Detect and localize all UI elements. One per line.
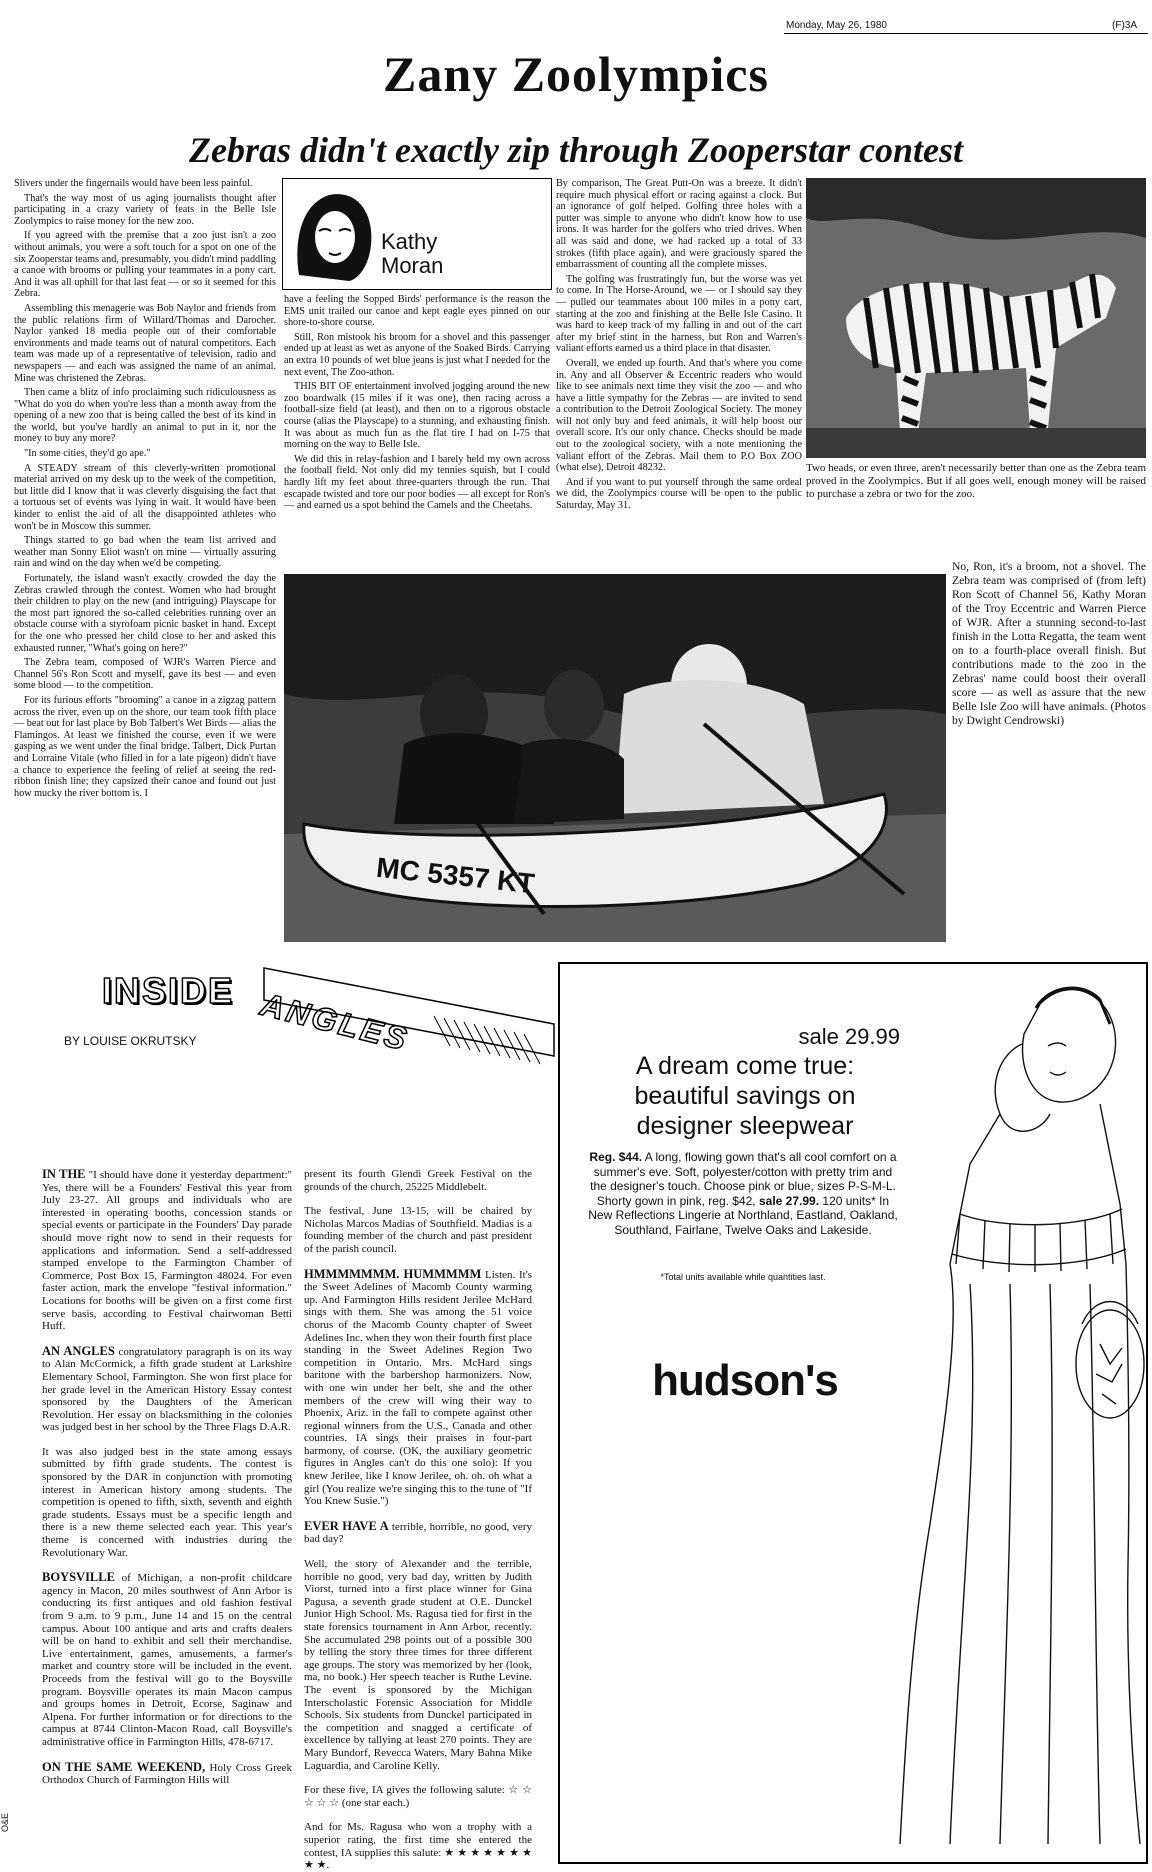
item-text: terrible, horrible, no good, very bad day?: [304, 1520, 532, 1546]
paragraph: That's the way most of us aging journalists thought after participating in a crazy variety of feats in the Belle Isle Zoolympics to raise money for the new zoo.: [14, 192, 276, 227]
ad-footnote: *Total units available while quantities last.: [660, 1272, 826, 1282]
item-text: The festival, June 13-15, will be chaired by Nicholas Marcos Madias of Southfield. Madias is a founding member of the church and past president of the parish council.: [304, 1205, 532, 1255]
header-rule: [784, 33, 1148, 34]
item-lead: IN THE: [42, 1167, 86, 1181]
item-lead: BOYSVILLE: [42, 1570, 115, 1585]
paragraph: We did this in relay-fashion and I barely held my own across the football field. Not only did my tennies squish, but I could hardly lift my feet about three-quarters through the run. That escapade twisted and tore our poor bodies — all except for Ron's — and earned us a spot behind the Camels and the Cheetahs.: [284, 453, 550, 512]
zebra-photo: [806, 178, 1146, 458]
story-column-3: [556, 178, 802, 570]
paragraph: Fortunately, the island wasn't exactly crowded the day the Zebras crawled through the contest. Women who had brought their children to play on the new (and intriguing) Playscape for the most part ignored the so-called celebrities running over an obstacle course with a styrofoam picnic basket in hand. Except for the one who pressed her child close to her and asked this exhausted runner, "What's going on here?": [14, 573, 276, 654]
issue-date: Monday, May 26, 1980: [786, 20, 887, 31]
item-text: congratulatory paragraph is on its way to Alan McCormick, a fifth grade student at Larkshire Elementary School, Farmington. She won first place for her grade level in the American History Essay contest sponsored by the Daughters of the American Revolution. Her essay on blacksmithing in the colonies was judged best in her school by the Three Flags D.A.R.: [42, 1345, 292, 1434]
paragraph: The Zebra team, composed of WJR's Warren Pierce and Channel 56's Ron Scott and myself, gave its best — and even some blood — to the competition.: [14, 657, 276, 692]
ad-body-tail: 120 units* In New Reflections Lingerie at Northland, Eastland, Oakland, Southland, Fairlane, Twelve Oaks and Lakeside.: [588, 1193, 898, 1237]
paragraph: Overall, we ended up fourth. And that's where you come in. Any and all Observer & Eccentric readers who would like to see animals next time they visit the zoo — and who have a little sympathy for the Zebras — are invited to send a contribution to the Detroit Zoological Society. The money will not only buy and feed animals, it will help boost our overall score. It's our only chance. Checks should be made out to the zoological society, with a note mentioning the valiant effort of the Zebras. Mail them to P.O Box ZOO (what else), Detroit 48232.: [556, 357, 802, 474]
item: [304, 1268, 532, 1508]
item: [42, 1571, 292, 1748]
item-text: For these five, IA gives the following salute: ☆ ☆ ☆ ☆ ☆ (one star each.): [304, 1784, 532, 1809]
item-text: present its fourth Glendi Greek Festival on the grounds of the church, 25225 Middlebelt.: [304, 1168, 532, 1193]
story-column-2: [284, 294, 550, 564]
canoe-photo: [284, 574, 946, 942]
item: [304, 1205, 532, 1255]
item: [304, 1520, 532, 1546]
byline-first-name: Kathy: [381, 229, 438, 254]
hudsons-ad: [558, 962, 1148, 1864]
logo-angles: ANGLES: [257, 986, 413, 1058]
story-title: Zany Zoolympics: [383, 46, 769, 102]
inside-angles-header: [14, 960, 554, 1070]
paragraph: Assembling this menagerie was Bob Naylor and friends from the public relations firm of Willard/Thomas and Darocher. Naylor yanked 18 media people out of their comfortable environments and made teams out of natural competitors. Each team was made up of a representative of television, radio and newspapers — and each was assigned the name of an animal. Mine was christened the Zebras.: [14, 302, 276, 384]
inside-angles-byline: BY LOUISE OKRUTSKY: [64, 1034, 197, 1048]
ad-body: [584, 1150, 902, 1237]
item-text: It was also judged best in the state among essays submitted by fifth grade students. The contest is sponsored by the DAR in conjunction with promoting interest in American history among students. The competition is opened to fifth, sixth, seventh and eighth grade students. Essays must be a specific length and there is a new theme selected each year. This year's theme is concerned with industries during the Revolutionary War.: [42, 1445, 292, 1559]
paragraph: If you agreed with the premise that a zoo just isn't a zoo without animals, you were a soft touch for a spot on one of the six Zooperstar teams and, presumably, you didn't mind paddling a canoe with brooms or pulling your teammates in a pony cart. And it was all uphill for that last feat — or so it seemed for this Zebra.: [14, 230, 276, 300]
ad-body-sale: sale 27.99.: [758, 1193, 820, 1208]
story-column-1: [14, 178, 276, 938]
zebra-photo-caption: Two heads, or even three, aren't necessarily better than one as the Zebra team proved in the Zoolympics. But if all goes well, enough money will be raised to purchase a zebra or two for the zoo.: [806, 462, 1146, 500]
ad-body-reg: Reg. $44.: [589, 1150, 643, 1164]
ad-headline-3: designer sleepwear: [636, 1112, 854, 1140]
paragraph: Slivers under the fingernails would have been less painful.: [14, 178, 253, 189]
item-text: Holy Cross Greek Orthodox Church of Farmington Hills will: [42, 1761, 293, 1787]
item-text: "I should have done it yesterday department:" Yes, there will be a Founders' Festival this year from July 23-27. All groups and individuals who are interested in operating booths, concession stands or special events or participate in the Founders' Day parade should move right now to send in their requests for applications and information. Send a self-addressed stamped envelope to the Farmington Chamber of Commerce, Post Box 15, Farmington 48024. For even faster action, mark the envelope "festival information." Locations for booths will be given on a first come first serve basis, according to Festival chairwoman Betti Huff.: [42, 1169, 292, 1333]
paragraph: A STEADY stream of this cleverly-written promotional material arrived on my desk up to the week of the competition, but little did I know that it was cleverly disguising the fact that a tortuous set of events was lying in wait. It would have been kinder to enlist the aid of all the disappointed athletes who won't be in Moscow this summer.: [14, 462, 276, 532]
canoe-photo-caption: No, Ron, it's a broom, not a shovel. The Zebra team was comprised of (from left) Ron Scott of Channel 56, Kathy Moran of the Troy Eccentric and Warren Pierce of WJR. After a stunning second-to-last finish in the Lotta Regatta, the team went on to a fourth-place overall finish. But contributions made to the zoo in the Zebras' name could boost their overall score — as well as assure that the new Belle Isle Zoo will have animals. (Photos by Dwight Cendrowski): [952, 560, 1146, 727]
item-text: Well, the story of Alexander and the terrible, horrible no good, very bad day, written by Judith Viorst, turned into a first place winner for Gina Pagusa, a seventh grade student at O.E. Dunckel Junior High School. Ms. Ragusa tied for first in the state forensics tournament in Ann Arbor, recently. She accumulated 298 points out of a possible 300 by telling the story three times for three different age groups. The story was memorized by her (look, ma, no book.) Her speech teacher is Ruthe Levine. The event is sponsored by the Michigan Interscholastic Forensic Association for Middle Schools. Six students from Dunckel participated in the competition and snagged a certificate of excellence by tallying at least 270 points. They are Mary Bundorf, Revecca Waters, Mary Bahna Mike Laguardia, and Caroline Kelly.: [304, 1558, 532, 1772]
item-lead: ON THE SAME WEEKEND,: [42, 1759, 206, 1774]
paragraph: For its furious efforts "brooming" a canoe in a zigzag pattern across the river, even up on the shore, our team took fifth place — beat out for last place by Bob Talbert's Wet Birds — alias the Flamingos. At least we finished the course, even if we were gasping as we went under the final bridge. Talbert, Dick Purtan and Lorraine Vitale (who filled in for a late pigeon) didn't have a chance to experience the feeling of relief at seeing the red-ribbon finish line; they capsized their canoe and found out just how mucky the river bottom is. I: [14, 694, 276, 799]
paragraph: And if you want to put yourself through the same ordeal we did, the Zoolympics course will be open to the public Saturday, May 31.: [556, 476, 802, 512]
paragraph: Then came a blitz of info proclaiming such ridiculousness as "What do you do when you're less than a month away from the opening of a new zoo that is being called the best of its kind in the world, but you've hardly an animal to put in it, nor the money to buy any more?: [14, 387, 276, 445]
inside-angles-column-left: [42, 1168, 292, 1854]
item-text: Listen. It's the Sweet Adelines of Macomb County warming up. And Farmington Hills resident Jerilee McHard sings with them. She was among the 51 voice chorus of the Macomb County chapter of Sweet Adelines Inc. when they won their fourth first place standing in the Sweet Adelines Region Two competition in Ontario. Mrs. McHard sings baritone with the barbershop harmonizers. Now, with one win under her belt, she and the other members of the crew will wing their way to Phoenix, Ariz. in the fall to compete against other regional winners from the U.S., Canada and other countries. IA sings their praises in four-part harmony, of course. (OK, the auxiliary geometric figures in Angles can't do this one solo): If you knew Jerilee, like I know Jerilee, oh. oh. oh what a girl (You realize we're singing this to the tune of "If You Knew Susie."): [304, 1268, 532, 1508]
byline-box: [282, 178, 552, 290]
paragraph: "In some cities, they'd go ape.": [24, 448, 151, 460]
paragraph: The golfing was frustratingly fun, but the worse was yet to come. In The Horse-Around, we — or I should say they — pulled our teammates about 100 miles in a pony cart, starting at the zoo and finishing at the Belle Isle Casino. It was hard to keep track of my falling in and out of the cart after my brief stint in the harness, but Ron and Warren's valiant efforts earned us a third place in that disaster.: [556, 273, 802, 355]
canoe-registration: MC 5357 KT: [374, 851, 536, 900]
item-lead: HMMMMMMM. HUMMMMM: [304, 1266, 482, 1281]
item-lead: EVER HAVE A: [304, 1518, 389, 1533]
item-text: And for Ms. Ragusa who won a trophy with a superior rating, the first time she entered the contest, IA supplies this salute: ★ ★ ★ ★ ★ ★ ★ ★ ★.: [304, 1821, 532, 1872]
paragraph: THIS BIT OF entertainment involved jogging around the new zoo boardwalk (15 miles if it was one), then racing across a football-size field (at least), and then on to a rigorous obstacle course (alias the Playscape) to a stunning, and exhausting finish. It was about as much fun as the flat tire I had on I-75 that morning on the way to Belle Isle.: [284, 381, 550, 451]
item: [42, 1761, 292, 1787]
byline-last-name: Moran: [381, 253, 444, 278]
item: [304, 1784, 532, 1809]
story-subtitle: Zebras didn't exactly zip through Zooperstar contest: [188, 130, 964, 170]
paragraph: By comparison, The Great Putt-On was a breeze. It didn't require much physical effort or racing against a clock. But an ignorance of golf helped. Golfing three holes with a putter was simple to anyone who didn't know how to use irons. It was harder for the golfers who tried drives. When all was said and done, we had racked up a total of 33 strokes (fifth place again), and were graciously spared the embarrassment of counting all the complete misses.: [556, 178, 802, 271]
inside-angles-column-right: [304, 1168, 532, 1872]
item: [304, 1558, 532, 1772]
margin-code: O&E: [0, 1812, 10, 1832]
paragraph: Things started to go bad when the team list arrived and weather man Sonny Eliot wasn't on mine — virtually assuring rain and wind on the day when we'd be competing.: [14, 535, 276, 570]
item: [304, 1168, 532, 1193]
angles-graphic: [264, 964, 554, 1070]
ad-headline-1: A dream come true:: [635, 1052, 855, 1080]
item: [42, 1168, 292, 1333]
paragraph: have a feeling the Sopped Birds' performance is the reason the EMS unit trailed our canoe and kept eagle eyes pinned on our shore-to-shore course.: [284, 294, 550, 329]
item: [42, 1345, 292, 1434]
ad-sale-price: sale 29.99: [798, 1024, 900, 1049]
item-lead: AN ANGLES: [42, 1343, 115, 1358]
hudsons-logo: hudson's: [652, 1356, 838, 1405]
page-number: (F)3A: [1112, 20, 1137, 31]
item: [304, 1821, 532, 1871]
ad-headline-2: beautiful savings on: [634, 1082, 856, 1110]
author-portrait: [289, 185, 379, 281]
item: [42, 1446, 292, 1559]
logo-inside: INSIDE: [102, 970, 235, 1011]
item-text: of Michigan, a non-profit childcare agency in Macon, 20 miles southwest of Ann Arbor is conducting its first antiques and old fashion festival from 9 a.m. to 9 p.m., June 14 and 15 on the central campus. About 100 antique and arts and crafts dealers will be on hand to exhibit and sell their merchandise. Live entertainment, games, amusements, a farmer's market and country store will be included in the event. Proceeds from the festival will go to the Boysville program. Boysville operates its main Macon campus and groups homes in Detroit, Ecorse, Saginaw and Alpena. For further information or for directions to the campus at 8744 Clinton-Macon Road, call Boysville's administrative office in Farmington Hills, 478-6717.: [42, 1572, 293, 1748]
ad-body-text: A long, flowing gown that's all cool comfort on a summer's eve. Soft, polyester/cotton with pretty trim and the designer's touch. Choose pink or blue, sizes P-S-M-L. Shorty gown in pink, reg. $42,: [590, 1150, 897, 1208]
paragraph: Still, Ron mistook his broom for a shovel and this passenger ended up at least as wet as anyone of the Soaked Birds. Carrying an extra 10 pounds of wet blue jeans is just what I needed for the next event, The Zoo-athon.: [284, 331, 550, 378]
